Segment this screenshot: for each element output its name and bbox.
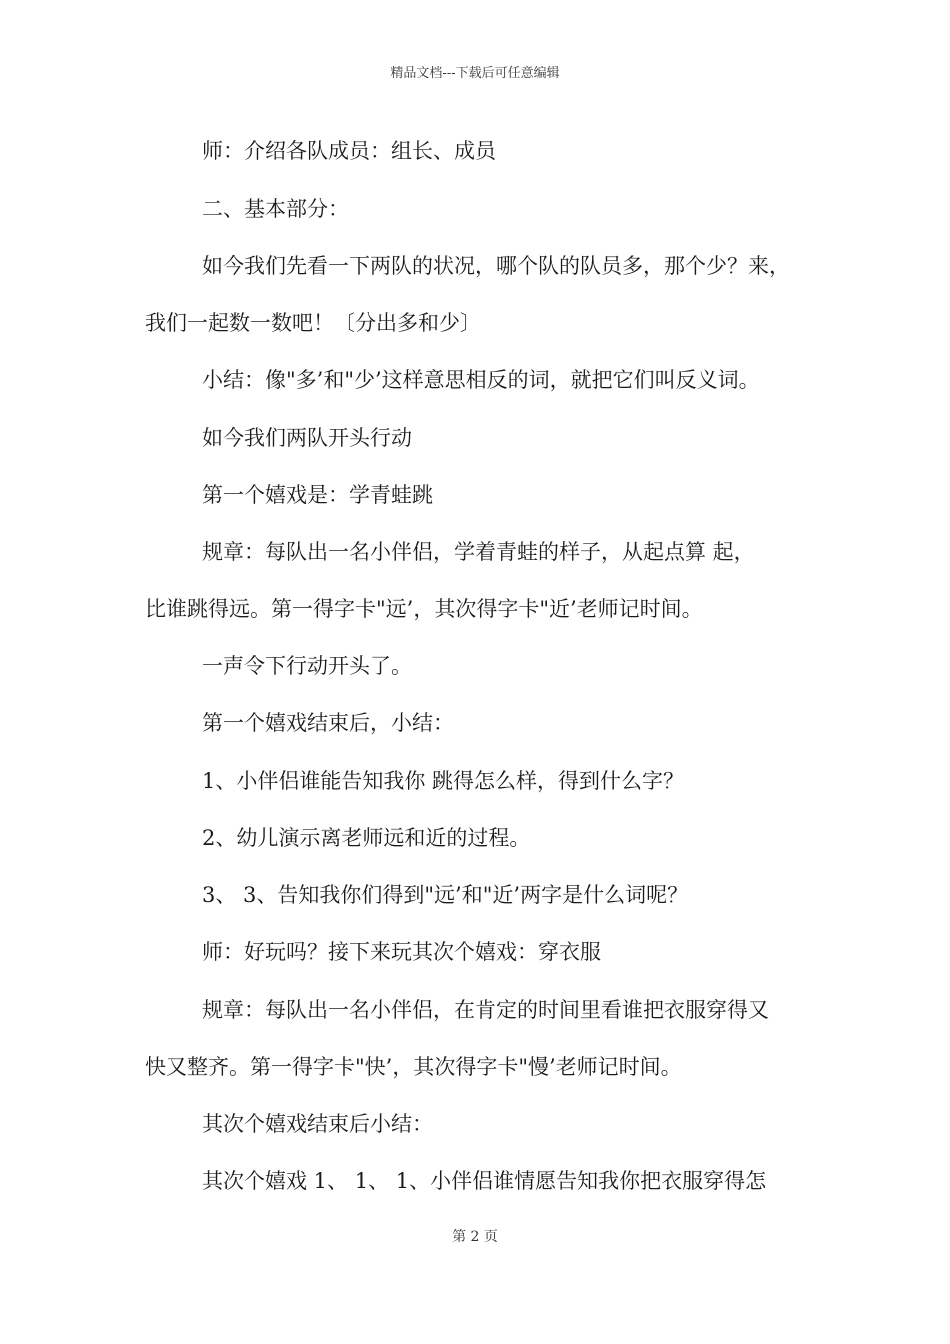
text-line: 如今我们先看一下两队的状况，哪个队的队员多，那个少？来， [202,254,790,278]
text-line: 第一个嬉戏结束后，小结： [202,711,454,735]
text-line: 小结：像"多’和"少’这样意思相反的词，就把它们叫反义词。 [202,368,760,392]
text-line: 我们一起数一数吧！〔分出多和少〕 [145,311,481,335]
text-line: 师：介绍各队成员：组长、成员 [202,139,496,163]
text-line: 快又整齐。第一得字卡"快’，其次得字卡"慢’老师记时间。 [145,1055,682,1079]
text-line: 第一个嬉戏是：学青蛙跳 [202,483,433,507]
text-line: 规章：每队出一名小伴侣，在肯定的时间里看谁把衣服穿得又 [202,998,769,1022]
text-line: 如今我们两队开头行动 [202,426,412,450]
text-line: 其次个嬉戏结束后小结： [202,1112,433,1136]
text-line: 规章：每队出一名小伴侣，学着青蛙的样子，从起点算 起， [202,540,755,564]
text-line: 3、 3、告知我你们得到"远’和"近’两字是什么词呢？ [202,883,689,907]
page-header: 精品文档---下载后可任意编辑 [390,66,560,81]
page-number: 第 2 页 [452,1229,498,1245]
text-line: 2、幼儿演示离老师远和近的过程。 [202,826,531,850]
text-line: 二、基本部分： [202,197,349,221]
text-line: 比谁跳得远。第一得字卡"远’，其次得字卡"近’老师记时间。 [145,597,703,621]
text-line: 其次个嬉戏 1、 1、 1、小伴侣谁情愿告知我你把衣服穿得怎 [202,1169,767,1193]
text-line: 师：好玩吗？接下来玩其次个嬉戏：穿衣服 [202,940,601,964]
text-line: 1、小伴侣谁能告知我你 跳得怎么样，得到什么字？ [202,769,685,793]
text-line: 一声令下行动开头了。 [202,654,412,678]
